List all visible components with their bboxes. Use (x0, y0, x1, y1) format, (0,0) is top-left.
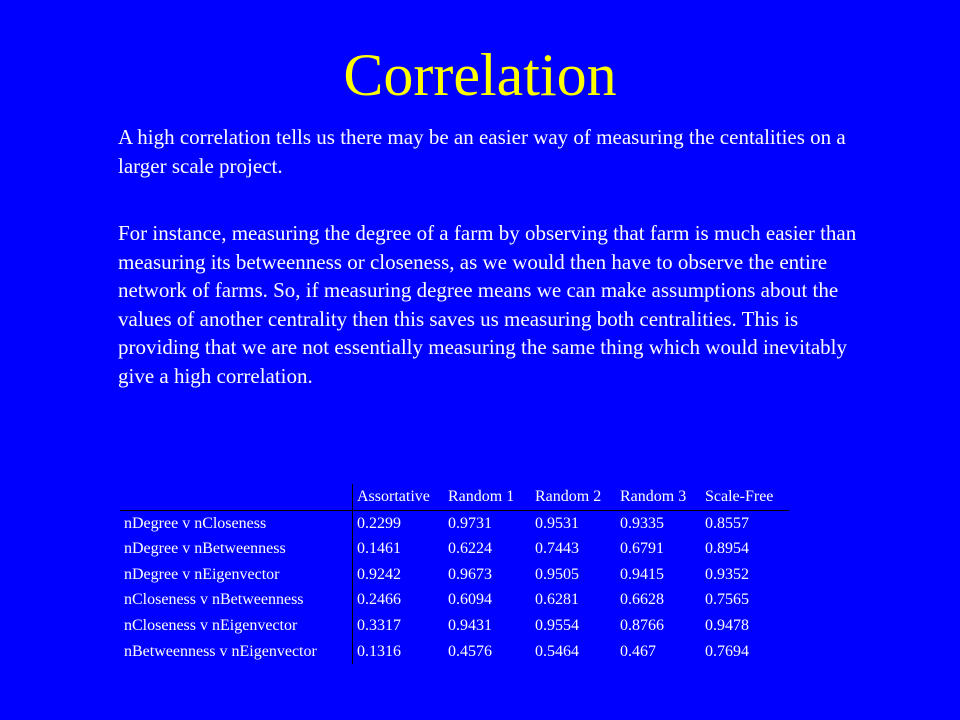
row-label: nBetweenness v nEigenvector (124, 642, 317, 660)
table-cell: 0.9335 (620, 514, 664, 532)
correlation-table (120, 484, 789, 664)
table-cell: 0.2466 (353, 587, 445, 613)
table-cell: 0.1316 (353, 639, 445, 665)
table-cell: 0.6224 (448, 540, 492, 558)
table-row (120, 536, 789, 562)
table-cell: 0.6791 (620, 540, 664, 558)
table-cell: 0.9478 (705, 616, 749, 634)
table-cell: 0.9554 (535, 616, 579, 634)
table-cell: 0.8954 (705, 540, 749, 558)
header-cell: Random 1 (448, 488, 515, 505)
row-label: nDegree v nEigenvector (124, 565, 280, 583)
table-cell: 0.9531 (535, 514, 579, 532)
paragraph-intro: A high correlation tells us there may be an easier way of measuring the centalities on a larger scale project. (118, 125, 846, 178)
header-cell (120, 484, 353, 510)
table-cell: 0.8557 (705, 514, 749, 532)
table-cell: 0.6628 (620, 591, 664, 609)
header-cell: Scale-Free (705, 488, 774, 505)
table-cell: 0.9242 (353, 562, 445, 588)
table-cell: 0.9673 (448, 565, 492, 583)
table-cell: 0.9505 (535, 565, 579, 583)
table-cell: 0.8766 (620, 616, 664, 634)
header-cell: Assortative (353, 484, 445, 510)
row-label: nCloseness v nEigenvector (124, 616, 298, 634)
table-row (120, 639, 789, 665)
table-row (120, 562, 789, 588)
table-cell: 0.6094 (448, 591, 492, 609)
row-label: nCloseness v nBetweenness (124, 591, 304, 609)
table-cell: 0.9431 (448, 616, 492, 634)
table-header-row (120, 484, 789, 510)
table-cell: 0.6281 (535, 591, 579, 609)
header-cell: Random 2 (535, 488, 602, 505)
table-cell: 0.2299 (353, 510, 445, 536)
row-label: nDegree v nBetweenness (124, 540, 286, 558)
table-row (120, 510, 789, 536)
table-cell: 0.7565 (705, 591, 749, 609)
table-cell: 0.9352 (705, 565, 749, 583)
table-cell: 0.5464 (535, 642, 579, 660)
row-label: nDegree v nCloseness (124, 514, 267, 532)
table-cell: 0.4576 (448, 642, 492, 660)
table-cell: 0.9415 (620, 565, 664, 583)
table-row (120, 587, 789, 613)
table-cell: 0.1461 (353, 536, 445, 562)
header-cell: Random 3 (620, 488, 687, 505)
paragraph-example: For instance, measuring the degree of a farm by observing that farm is much easier than measuring its betweenness or closeness, as we would then have to observe the entire network of farms. So, if measuring degree means we can make assumptions about the values of another centrality then this saves us measuring both centralities. This is providing that we are not essentially measuring the same thing which would inevitably give a high correlation. (118, 221, 857, 388)
table-cell: 0.467 (620, 642, 656, 660)
table-cell: 0.7694 (705, 642, 749, 660)
slide-title: Correlation (343, 42, 617, 108)
table-cell: 0.9731 (448, 514, 492, 532)
table-cell: 0.3317 (353, 613, 445, 639)
table-cell: 0.7443 (535, 540, 579, 558)
table-row (120, 613, 789, 639)
